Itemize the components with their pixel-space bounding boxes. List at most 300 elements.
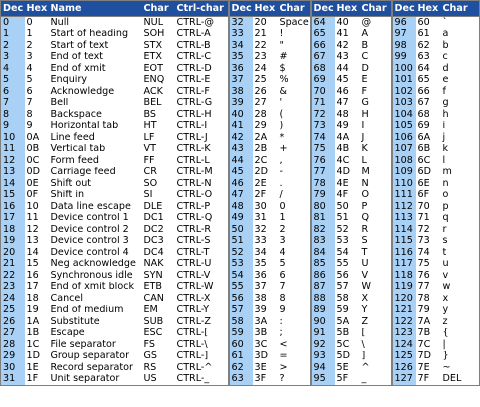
cell-char-4: k — [442, 143, 449, 155]
cell-ctrl-char: CTRL-A — [176, 28, 211, 40]
cell-char-3: W — [361, 281, 371, 293]
header-row — [1, 1, 480, 17]
cell-hex-2: 29 — [254, 120, 267, 132]
cell-ctrl-char: CTRL-T — [176, 247, 210, 258]
cell-dec: 27 — [1, 328, 25, 340]
cell-dec-3: 93 — [311, 351, 335, 363]
cell-hex-3: 5A — [336, 316, 350, 327]
cell-hex-3: 55 — [336, 258, 349, 270]
cell-hex-3: 4A — [336, 132, 350, 143]
cell-hex-4: 7D — [417, 350, 431, 362]
cell-char-4: m — [442, 166, 452, 178]
cell-hex: 18 — [26, 293, 39, 304]
cell-char-4: f — [442, 86, 446, 97]
cell-char: DC1 — [143, 212, 164, 224]
cell-ctrl-char: CTRL-^ — [176, 362, 213, 373]
cell-name: End of text — [50, 51, 104, 63]
cell-hex-3: 41 — [336, 28, 349, 40]
cell-dec-3: 64 — [311, 17, 335, 29]
cell-hex-2: 34 — [254, 247, 267, 258]
cell-hex: 0 — [26, 16, 33, 28]
cell-char-4: { — [442, 327, 449, 339]
cell-char-4: h — [442, 109, 449, 120]
cell-char-2: < — [279, 339, 288, 350]
table-row — [1, 282, 480, 294]
cell-hex-2: 21 — [254, 28, 267, 40]
cell-char-3: Z — [361, 316, 369, 327]
cell-hex-3: 56 — [336, 270, 349, 281]
cell-dec-4: 97 — [392, 29, 416, 41]
col-header-hex: Hex — [25, 1, 49, 17]
cell-dec: 26 — [1, 316, 25, 328]
cell-ctrl-char: CTRL-Y — [176, 304, 210, 316]
cell-ctrl-char: CTRL-I — [176, 120, 208, 132]
cell-char-2: / — [279, 189, 283, 201]
cell-dec: 29 — [1, 351, 25, 363]
cell-char-4: DEL — [442, 373, 462, 385]
cell-char: DC3 — [143, 235, 164, 247]
cell-name: Group separator — [50, 350, 130, 362]
table-row — [1, 98, 480, 110]
cell-name: File separator — [50, 339, 116, 350]
cell-hex-3: 51 — [336, 212, 349, 224]
cell-char-2: ? — [279, 373, 285, 385]
cell-dec: 30 — [1, 362, 25, 374]
col-header-char-3: Char — [360, 1, 392, 17]
cell-dec-2: 47 — [229, 190, 253, 202]
cell-char-4: i — [442, 120, 446, 132]
cell-ctrl-char: CTRL-\ — [176, 339, 208, 350]
cell-dec-3: 92 — [311, 339, 335, 351]
col-header-name: Name — [49, 1, 142, 17]
cell-dec-4: 98 — [392, 40, 416, 52]
cell-hex-4: 67 — [417, 97, 430, 109]
cell-ctrl-char: CTRL-H — [176, 109, 212, 120]
cell-dec-4: 111 — [392, 190, 416, 202]
cell-char-3: ] — [361, 350, 366, 362]
cell-char-3: I — [361, 120, 365, 132]
cell-hex-4: 70 — [417, 201, 430, 212]
cell-hex-2: 3F — [254, 373, 267, 385]
cell-hex: 12 — [26, 224, 39, 235]
cell-char: FF — [143, 155, 155, 166]
cell-dec: 21 — [1, 259, 25, 271]
cell-name: Neg acknowledge — [50, 258, 136, 270]
cell-hex-3: 58 — [336, 293, 349, 304]
cell-name: Backspace — [50, 109, 102, 120]
cell-dec-3: 67 — [311, 52, 335, 64]
cell-dec: 28 — [1, 339, 25, 351]
cell-hex-4: 77 — [417, 281, 430, 293]
cell-ctrl-char: CTRL-K — [176, 143, 211, 155]
cell-hex-2: 23 — [254, 51, 267, 63]
cell-dec-2: 34 — [229, 40, 253, 52]
cell-hex: 9 — [26, 120, 33, 132]
cell-hex-2: 3A — [254, 316, 268, 327]
cell-char-3: A — [361, 28, 369, 40]
cell-hex-3: 46 — [336, 86, 349, 97]
cell-name: End of xmit block — [50, 281, 135, 293]
cell-dec: 3 — [1, 52, 25, 64]
cell-ctrl-char: CTRL-E — [176, 74, 211, 86]
cell-hex-2: 33 — [254, 235, 267, 247]
cell-dec-2: 45 — [229, 167, 253, 179]
cell-dec-3: 71 — [311, 98, 335, 110]
cell-char-2: 2 — [279, 224, 286, 235]
cell-dec-4: 121 — [392, 305, 416, 317]
cell-hex-4: 78 — [417, 293, 430, 304]
col-header-hex-2: Hex — [253, 1, 278, 17]
cell-hex-4: 7A — [417, 316, 431, 327]
cell-char-4: b — [442, 40, 449, 51]
cell-hex-3: 59 — [336, 304, 349, 316]
cell-char: CR — [143, 166, 157, 178]
cell-name: Device control 2 — [50, 224, 129, 235]
cell-dec-4: 115 — [392, 236, 416, 248]
col-header-char-4: Char — [441, 1, 480, 17]
cell-name: Start of text — [50, 40, 109, 51]
cell-char-3: N — [361, 178, 369, 189]
cell-dec-3: 74 — [311, 132, 335, 144]
cell-char-4: d — [442, 63, 449, 74]
cell-name: Acknowledge — [50, 86, 115, 97]
cell-char: ACK — [143, 86, 163, 97]
cell-hex-3: 53 — [336, 235, 349, 247]
cell-char-2: & — [279, 86, 287, 97]
cell-hex-2: 35 — [254, 258, 267, 270]
cell-hex-2: 3D — [254, 350, 268, 362]
cell-hex: 1C — [26, 339, 40, 350]
cell-char-4: j — [442, 132, 446, 143]
cell-dec-2: 56 — [229, 293, 253, 305]
cell-char-4: } — [442, 350, 449, 362]
table-row — [1, 63, 480, 75]
cell-hex-2: 2F — [254, 189, 267, 201]
table-row — [1, 17, 480, 29]
cell-char-3: E — [361, 74, 368, 86]
table-row — [1, 144, 480, 156]
cell-dec-4: 127 — [392, 374, 416, 386]
cell-hex-4: 75 — [417, 258, 430, 270]
cell-ctrl-char: CTRL-Q — [176, 212, 213, 224]
cell-hex-2: 32 — [254, 224, 267, 235]
cell-dec-3: 72 — [311, 109, 335, 121]
cell-ctrl-char: CTRL-B — [176, 40, 211, 51]
cell-name: Substitute — [50, 316, 100, 327]
table-row — [1, 270, 480, 282]
cell-hex-4: 7E — [417, 362, 430, 373]
cell-char-2: 1 — [279, 212, 286, 224]
cell-ctrl-char: CTRL-S — [176, 235, 211, 247]
cell-hex-3: 49 — [336, 120, 349, 132]
cell-hex-2: 2D — [254, 166, 268, 178]
cell-char: US — [143, 373, 157, 385]
col-header-char-2: Char — [278, 1, 311, 17]
cell-hex: 15 — [26, 258, 39, 270]
cell-dec-2: 58 — [229, 316, 253, 328]
cell-char-4: n — [442, 178, 449, 189]
cell-dec-4: 107 — [392, 144, 416, 156]
cell-hex-2: 27 — [254, 97, 267, 109]
cell-char-4: x — [442, 293, 449, 304]
cell-hex-2: 2A — [254, 132, 268, 143]
cell-char-2: " — [279, 40, 284, 51]
cell-name: Device control 3 — [50, 235, 129, 247]
cell-name: Vertical tab — [50, 143, 106, 155]
col-header-ctrl-char: Ctrl-char — [175, 1, 229, 17]
cell-name: Line feed — [50, 132, 95, 143]
cell-hex-4: 6F — [417, 189, 430, 201]
cell-hex-2: 20 — [254, 16, 267, 28]
cell-hex-3: 5E — [336, 362, 349, 373]
cell-char-3: ^ — [361, 362, 370, 373]
cell-char: SUB — [143, 316, 164, 327]
cell-hex-4: 6E — [417, 178, 430, 189]
cell-char: ETX — [143, 51, 162, 63]
table-row — [1, 40, 480, 52]
cell-hex: 11 — [26, 212, 39, 224]
cell-hex: 10 — [26, 201, 39, 212]
cell-char-2: % — [279, 74, 289, 86]
cell-name: Unit separator — [50, 373, 120, 385]
cell-dec: 15 — [1, 190, 25, 202]
cell-char-4: g — [442, 97, 449, 109]
cell-hex: 4 — [26, 63, 33, 74]
cell-dec-3: 65 — [311, 29, 335, 41]
cell-char: HT — [143, 120, 157, 132]
cell-ctrl-char: CTRL-@ — [176, 16, 214, 28]
cell-hex-3: 5B — [336, 327, 350, 339]
cell-hex: 14 — [26, 247, 39, 258]
cell-name: Synchronous idle — [50, 270, 133, 281]
cell-hex-4: 79 — [417, 304, 430, 316]
cell-hex-2: 26 — [254, 86, 267, 97]
cell-char-3: Y — [361, 304, 368, 316]
cell-dec-4: 102 — [392, 86, 416, 98]
cell-dec-4: 126 — [392, 362, 416, 374]
cell-ctrl-char: CTRL-M — [176, 166, 213, 178]
cell-dec: 7 — [1, 98, 25, 110]
cell-hex: 19 — [26, 304, 39, 316]
cell-dec-4: 100 — [392, 63, 416, 75]
table-row — [1, 121, 480, 133]
cell-ctrl-char: CTRL-F — [176, 86, 210, 97]
cell-char-4: r — [442, 224, 447, 235]
table-row — [1, 293, 480, 305]
table-row — [1, 178, 480, 190]
cell-dec: 16 — [1, 201, 25, 213]
cell-char-4: ` — [442, 16, 448, 28]
cell-dec-4: 106 — [392, 132, 416, 144]
cell-hex-2: 2E — [254, 178, 267, 189]
table-row — [1, 29, 480, 41]
cell-char-2: 8 — [279, 293, 286, 304]
cell-name: Enquiry — [50, 74, 88, 86]
cell-char-3: D — [361, 63, 369, 74]
table-row — [1, 247, 480, 259]
cell-char: FS — [143, 339, 155, 350]
cell-hex-2: 22 — [254, 40, 267, 51]
cell-name: Device control 1 — [50, 212, 129, 224]
cell-hex-2: 3B — [254, 327, 268, 339]
cell-dec: 1 — [1, 29, 25, 41]
cell-hex-4: 60 — [417, 16, 430, 28]
cell-dec-3: 80 — [311, 201, 335, 213]
cell-char-2: . — [279, 178, 283, 189]
cell-dec-4: 119 — [392, 282, 416, 294]
cell-hex: 17 — [26, 281, 39, 293]
cell-hex-2: 3C — [254, 339, 268, 350]
cell-dec-3: 87 — [311, 282, 335, 294]
cell-ctrl-char: CTRL-O — [176, 189, 213, 201]
cell-dec-4: 124 — [392, 339, 416, 351]
cell-hex: 1D — [26, 350, 40, 362]
cell-hex: 8 — [26, 109, 33, 120]
cell-dec: 11 — [1, 144, 25, 156]
table-row — [1, 351, 480, 363]
cell-dec-3: 79 — [311, 190, 335, 202]
cell-dec-2: 43 — [229, 144, 253, 156]
table-row — [1, 167, 480, 179]
col-header-hex-4: Hex — [416, 1, 441, 17]
cell-dec-4: 110 — [392, 178, 416, 190]
cell-ctrl-char: CTRL-N — [176, 178, 212, 189]
cell-char-4: q — [442, 212, 449, 224]
cell-hex-4: 6D — [417, 166, 431, 178]
cell-hex-3: 42 — [336, 40, 349, 51]
cell-dec-3: 68 — [311, 63, 335, 75]
cell-dec-4: 123 — [392, 328, 416, 340]
cell-char-4: s — [442, 235, 448, 247]
cell-name: Record separator — [50, 362, 133, 373]
cell-ctrl-char: CTRL-R — [176, 224, 212, 235]
cell-ctrl-char: CTRL-[ — [176, 327, 209, 339]
cell-char-2: 9 — [279, 304, 286, 316]
cell-hex-4: 76 — [417, 270, 430, 281]
cell-hex: 1F — [26, 373, 39, 385]
cell-dec-2: 54 — [229, 270, 253, 282]
cell-char-3: Q — [361, 212, 370, 224]
cell-hex-4: 7F — [417, 373, 430, 385]
cell-hex: 0E — [26, 178, 39, 189]
cell-char-2: - — [279, 166, 283, 178]
cell-dec-2: 57 — [229, 305, 253, 317]
cell-hex-4: 64 — [417, 63, 430, 74]
cell-hex-2: 31 — [254, 212, 267, 224]
cell-dec-3: 77 — [311, 167, 335, 179]
cell-ctrl-char: CTRL-G — [176, 97, 213, 109]
cell-hex-3: 4B — [336, 143, 350, 155]
cell-hex: 3 — [26, 51, 33, 63]
cell-dec-2: 63 — [229, 374, 253, 386]
cell-char-3: _ — [361, 373, 367, 385]
cell-char-3: L — [361, 155, 367, 166]
cell-char-2: Space — [279, 16, 309, 28]
cell-name: Data line escape — [50, 201, 131, 212]
cell-dec: 8 — [1, 109, 25, 121]
cell-hex-2: 28 — [254, 109, 267, 120]
cell-hex-3: 45 — [336, 74, 349, 86]
cell-ctrl-char: CTRL-X — [176, 293, 211, 304]
table-row — [1, 52, 480, 64]
cell-hex-4: 63 — [417, 51, 430, 63]
cell-dec-3: 76 — [311, 155, 335, 167]
cell-dec-2: 49 — [229, 213, 253, 225]
cell-dec-4: 101 — [392, 75, 416, 87]
cell-char-2: ; — [279, 327, 283, 339]
table-body — [1, 17, 480, 386]
cell-ctrl-char: CTRL-V — [176, 270, 211, 281]
cell-dec-2: 32 — [229, 17, 253, 29]
cell-char-2: 6 — [279, 270, 286, 281]
cell-hex-2: 2B — [254, 143, 268, 155]
cell-name: Null — [50, 16, 70, 28]
cell-dec: 2 — [1, 40, 25, 52]
cell-dec: 22 — [1, 270, 25, 282]
table-row — [1, 224, 480, 236]
cell-char-4: t — [442, 247, 447, 258]
cell-char-3: @ — [361, 16, 372, 28]
cell-dec: 13 — [1, 167, 25, 179]
cell-dec-3: 83 — [311, 236, 335, 248]
cell-char-2: = — [279, 350, 288, 362]
cell-name: End of xmit — [50, 63, 106, 74]
cell-hex: 0F — [26, 189, 39, 201]
cell-char: GS — [143, 350, 158, 362]
cell-char: EOT — [143, 63, 163, 74]
cell-char-4: l — [442, 155, 446, 166]
cell-dec-4: 99 — [392, 52, 416, 64]
cell-dec-2: 60 — [229, 339, 253, 351]
cell-char: STX — [143, 40, 163, 51]
cell-char: VT — [143, 143, 156, 155]
cell-char: ESC — [143, 327, 163, 339]
cell-dec: 4 — [1, 63, 25, 75]
table-row — [1, 132, 480, 144]
col-header-char: Char — [142, 1, 175, 17]
cell-dec-2: 61 — [229, 351, 253, 363]
cell-char-4: e — [442, 74, 449, 86]
cell-dec: 12 — [1, 155, 25, 167]
cell-char-3: B — [361, 40, 369, 51]
cell-dec-3: 84 — [311, 247, 335, 259]
cell-name: Cancel — [50, 293, 84, 304]
cell-name: Start of heading — [50, 28, 129, 40]
cell-char-3: [ — [361, 327, 366, 339]
cell-dec-3: 78 — [311, 178, 335, 190]
cell-dec: 17 — [1, 213, 25, 225]
cell-char-4: y — [442, 304, 449, 316]
cell-char: SYN — [143, 270, 163, 281]
table-row — [1, 155, 480, 167]
cell-char-3: C — [361, 51, 369, 63]
cell-dec: 6 — [1, 86, 25, 98]
cell-char: BEL — [143, 97, 162, 109]
cell-hex: 13 — [26, 235, 39, 247]
cell-char-4: z — [442, 316, 448, 327]
cell-char-3: H — [361, 109, 369, 120]
cell-char-4: o — [442, 189, 449, 201]
cell-ctrl-char: CTRL-C — [176, 51, 212, 63]
cell-name: Carriage feed — [50, 166, 116, 178]
cell-dec-4: 109 — [392, 167, 416, 179]
cell-dec-2: 44 — [229, 155, 253, 167]
cell-ctrl-char: CTRL-L — [176, 155, 210, 166]
cell-char-2: , — [279, 155, 283, 166]
cell-dec-2: 59 — [229, 328, 253, 340]
cell-hex-4: 6C — [417, 155, 431, 166]
cell-char-2: ( — [279, 109, 284, 120]
